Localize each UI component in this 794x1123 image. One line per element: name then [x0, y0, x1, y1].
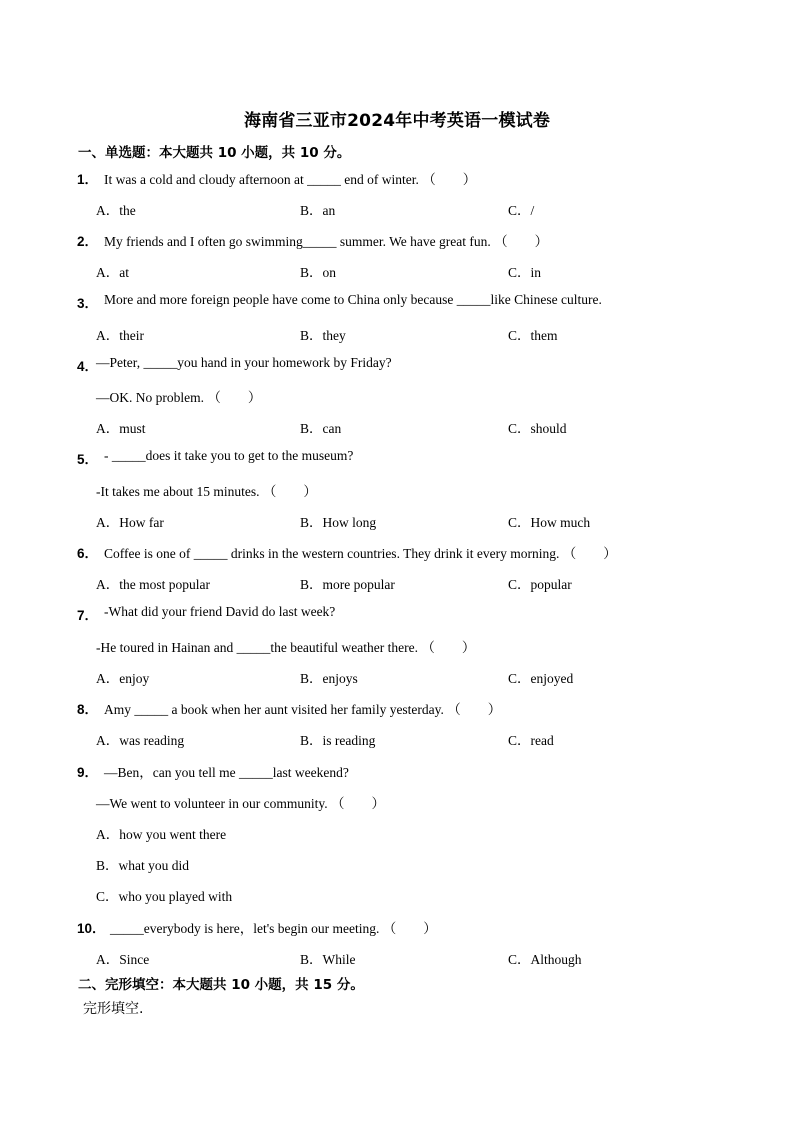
- question-number: 6．: [77, 546, 99, 561]
- option-a: A．Since: [96, 952, 150, 967]
- question-number: 4．: [77, 359, 99, 374]
- option-c: C．who you played with: [96, 889, 233, 904]
- option-c: C．should: [508, 421, 567, 436]
- option-a: A．enjoy: [96, 671, 150, 686]
- option-c: C．them: [508, 328, 558, 343]
- question-number: 2．: [77, 234, 99, 249]
- option-b: B．they: [300, 328, 346, 343]
- question-number: 1．: [77, 172, 99, 187]
- question-text: Coffee is one of _____ drinks in the western countries. They drink it every morning. （ ）: [104, 546, 617, 561]
- question-text: —Peter, _____you hand in your homework by Friday?: [96, 355, 392, 370]
- option-c: C．read: [508, 733, 554, 748]
- question-text: —Ben，can you tell me _____last weekend?: [104, 765, 349, 780]
- option-a: A．at: [96, 265, 129, 280]
- option-a: A．the most popular: [96, 577, 210, 592]
- question-text: More and more foreign people have come to China only because _____like Chinese culture.: [104, 292, 602, 307]
- question-number: 3．: [77, 296, 99, 311]
- option-b: B．an: [300, 203, 336, 218]
- question-text: -What did your friend David do last week?: [104, 604, 336, 619]
- question-number: 8．: [77, 702, 99, 717]
- page-title: 海南省三亚市2024年中考英语一模试卷: [243, 111, 551, 131]
- question-number: 7．: [77, 608, 99, 623]
- option-c: C．popular: [508, 577, 572, 592]
- option-c: C．/: [508, 203, 535, 218]
- question-text: Amy _____ a book when her aunt visited her family yesterday. （ ）: [104, 702, 502, 717]
- option-b: B．more popular: [300, 577, 395, 592]
- option-c: C．enjoyed: [508, 671, 574, 686]
- question-number: 10．: [77, 921, 106, 936]
- question-number: 5．: [77, 452, 99, 467]
- section-note: 完形填空.: [83, 1001, 144, 1017]
- question-text: My friends and I often go swimming_____ summer. We have great fun. （ ）: [104, 234, 549, 249]
- question-text: - _____does it take you to get to the museum?: [104, 448, 354, 463]
- option-a: A．was reading: [96, 733, 185, 748]
- option-b: B．While: [300, 952, 356, 967]
- option-c: C．in: [508, 265, 542, 280]
- option-a: A．their: [96, 328, 144, 343]
- option-b: B．what you did: [96, 858, 189, 873]
- question-text: _____everybody is here，let's begin our meeting. （ ）: [110, 921, 437, 936]
- option-b: B．enjoys: [300, 671, 358, 686]
- question-number: 9．: [77, 765, 99, 780]
- question-text-continued: —We went to volunteer in our community. （ ）: [96, 796, 385, 811]
- question-text-continued: -He toured in Hainan and _____the beautiful weather there. （ ）: [96, 640, 476, 655]
- option-a: A．how you went there: [96, 827, 227, 842]
- option-a: A．How far: [96, 515, 164, 530]
- option-c: C．Although: [508, 952, 582, 967]
- section-heading-cloze: 二、完形填空：本大题共 10 小题，共 15 分。: [78, 977, 364, 993]
- section-heading-single-choice: 一、单选题：本大题共 10 小题，共 10 分。: [78, 145, 351, 161]
- option-b: B．How long: [300, 515, 377, 530]
- question-text-continued: -It takes me about 15 minutes. （ ）: [96, 484, 317, 499]
- option-b: B．is reading: [300, 733, 376, 748]
- question-text: It was a cold and cloudy afternoon at _____ end of winter. （ ）: [104, 172, 477, 187]
- option-a: A．must: [96, 421, 146, 436]
- option-b: B．can: [300, 421, 342, 436]
- option-a: A．the: [96, 203, 136, 218]
- option-b: B．on: [300, 265, 337, 280]
- question-text-continued: —OK. No problem. （ ）: [96, 390, 262, 405]
- option-c: C．How much: [508, 515, 591, 530]
